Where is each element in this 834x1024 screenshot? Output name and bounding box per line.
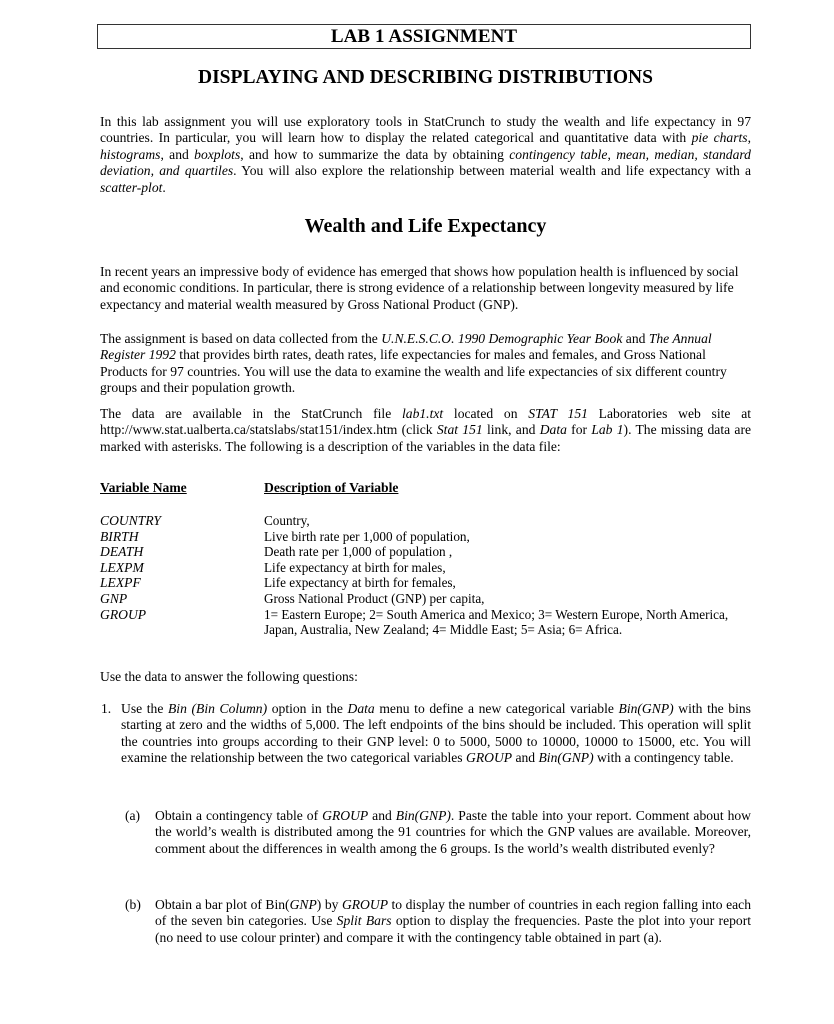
variable-description: Life expectancy at birth for males, — [264, 559, 446, 575]
lab-title-box: LAB 1 ASSIGNMENT — [97, 24, 751, 49]
variable-description: 1= Eastern Europe; 2= South America and Mexico; 3= Western Europe, North America, Japan, Australia, New Zealand; 4= Middle East; 5= Asia; 6= Africa. — [264, 606, 729, 638]
document-title: DISPLAYING AND DESCRIBING DISTRIBUTIONS — [198, 67, 653, 88]
variable-name: GROUP — [100, 606, 147, 622]
variable-description: Gross National Product (GNP) per capita, — [264, 590, 485, 606]
data-availability-paragraph: The data are available in the StatCrunch file lab1.txt located on STAT 151 Laboratories web site at http://www.stat.ualberta.ca/statslabs/stat151/index.htm (click Stat 151 link, and Data for Lab 1). The missing data are marked with asterisks. The following is a description of the variables in the data file: — [100, 406, 751, 454]
part-text: Obtain a bar plot of Bin(GNP) by GROUP to display the number of countries in each region falling into each of the seven bin categories. Use Split Bars option to display the frequencies. Paste the plot into your report (no need to use colour printer) and compare it with the contingency table obtained in part (a). — [155, 897, 751, 945]
data-source-paragraph: The assignment is based on data collected from the U.N.E.S.C.O. 1990 Demographic Year Book and The Annual Register 1992 that provides birth rates, death rates, life expectancies for males and females, and Gross National Products for 97 countries. You will use the data to examine the wealth and life expectancies of six different country groups and their population growth. — [100, 331, 727, 396]
variable-row — [100, 560, 751, 576]
variable-row — [100, 529, 751, 545]
variable-description: Death rate per 1,000 of population , — [264, 544, 453, 560]
section-title: Wealth and Life Expectancy — [304, 215, 547, 237]
question-number: 1. — [101, 701, 112, 716]
background-paragraph: In recent years an impressive body of evidence has emerged that shows how population health is influenced by social and economic conditions. In particular, there is strong evidence of a relationship between longevity measured by life expectancy and material wealth measured by Gross National Product (GNP). — [100, 264, 739, 312]
variable-name: DEATH — [100, 544, 144, 560]
variable-name: GNP — [100, 590, 128, 606]
variable-description: Life expectancy at birth for females, — [264, 575, 456, 591]
question-text: Use the Bin (Bin Column) option in the Data menu to define a new categorical variable Bin(GNP) with the bins starting at zero and the widths of 5,000. The left endpoints of the bins should be included. This operation will split the countries into groups according to their GNP level: 0 to 5000, 5000 to 10000, 10000 to 15000, etc. You will examine the relationship between the two categorical variables GROUP and Bin(GNP) with a contingency table. — [121, 701, 751, 766]
variable-row — [100, 575, 751, 591]
part-text: Obtain a contingency table of GROUP and Bin(GNP). Paste the table into your report. Comment about how the world’s wealth is distributed among the 91 countries for which the GNP values are available. Moreover, comment about the differences in wealth among the 6 groups. Is the world’s wealth distributed evenly? — [155, 808, 751, 856]
variable-name: BIRTH — [100, 528, 139, 544]
variable-table — [100, 480, 751, 638]
intro-paragraph: In this lab assignment you will use exploratory tools in StatCrunch to study the wealth and life expectancy in 97 countries. In particular, you will learn how to display the related categorical and quantitative data with pie charts, histograms, and boxplots, and how to summarize the data by obtaining contingency table, mean, median, standard deviation, and quartiles. You will also explore the relationship between material wealth and life expectancy with a scatter-plot. — [100, 114, 751, 195]
variable-description-header: Description of Variable — [264, 480, 399, 495]
variable-name: LEXPF — [100, 575, 141, 591]
variable-row — [100, 607, 751, 638]
variable-row — [100, 591, 751, 607]
variable-description: Country, — [264, 513, 310, 528]
part-label: (a) — [125, 808, 141, 823]
variable-row — [100, 513, 751, 529]
variable-row — [100, 544, 751, 560]
variable-name: LEXPM — [100, 559, 144, 575]
question-1 — [100, 701, 751, 767]
variable-description: Live birth rate per 1,000 of population, — [264, 528, 470, 544]
questions-intro: Use the data to answer the following questions: — [100, 669, 358, 684]
variable-name: COUNTRY — [100, 513, 161, 528]
variable-table-header — [100, 480, 751, 496]
part-label: (b) — [125, 897, 141, 912]
question-1b — [121, 897, 751, 946]
question-1a — [121, 808, 751, 857]
variable-name-header: Variable Name — [100, 480, 187, 495]
